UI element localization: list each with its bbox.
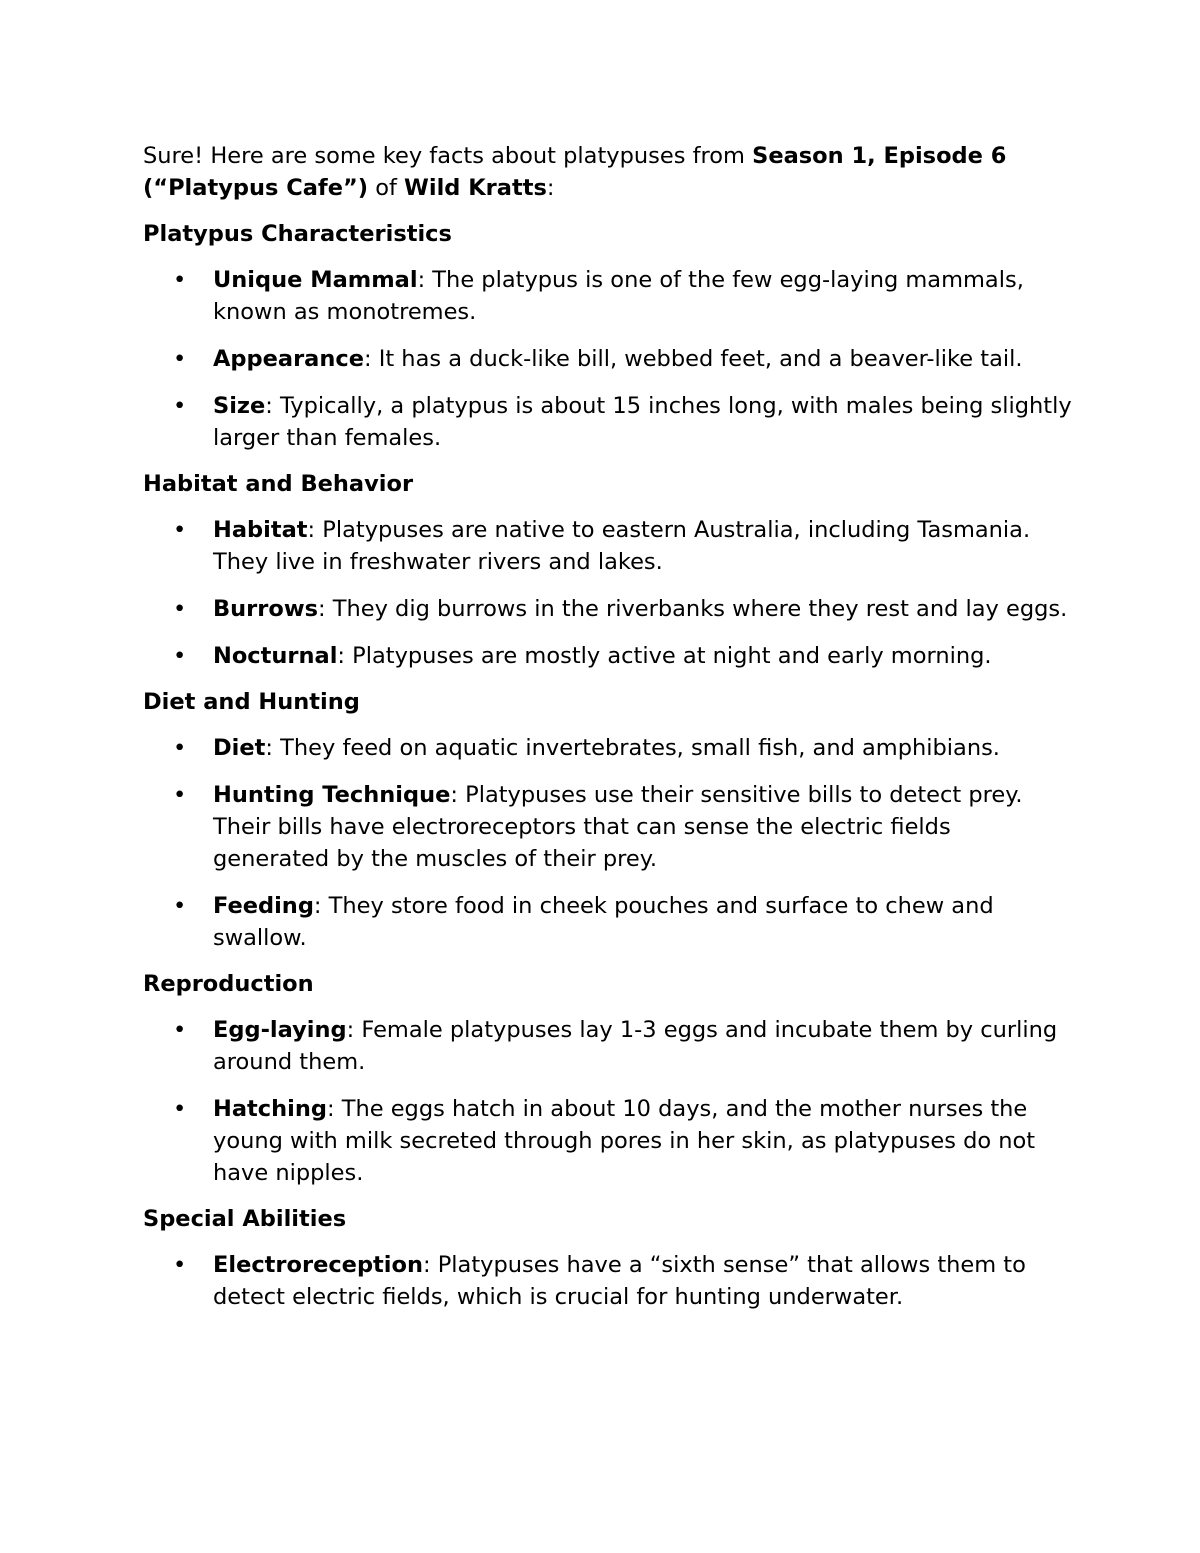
intro-text-1: Sure! Here are some key facts about platypuses from — [143, 143, 753, 169]
fact-text: : Typically, a platypus is about 15 inches long, with males being slightly larger than females. — [213, 393, 1072, 451]
document-page — [143, 140, 1073, 1327]
intro-paragraph — [143, 140, 1073, 204]
bullet-icon: • — [173, 596, 187, 622]
section-special-abilities — [143, 1203, 1073, 1313]
fact-term: Egg-laying — [213, 1017, 347, 1043]
section-heading: Platypus Characteristics — [143, 221, 452, 247]
bullet-icon: • — [173, 393, 187, 419]
show-title: Wild Kratts — [404, 175, 547, 201]
bullet-icon: • — [173, 643, 187, 669]
section-heading: Special Abilities — [143, 1206, 347, 1232]
list-item — [143, 390, 1073, 454]
list-item — [143, 1093, 1073, 1189]
fact-text: : It has a duck-like bill, webbed feet, and a beaver-like tail. — [363, 346, 1023, 372]
intro-text-3: : — [546, 175, 555, 201]
fact-text: : They dig burrows in the riverbanks where they rest and lay eggs. — [318, 596, 1068, 622]
fact-term: Habitat — [213, 517, 308, 543]
fact-term: Unique Mammal — [213, 267, 418, 293]
fact-text: : They store food in cheek pouches and surface to chew and swallow. — [213, 893, 994, 951]
fact-term: Appearance — [213, 346, 364, 372]
section-reproduction — [143, 968, 1073, 1189]
bullet-icon: • — [173, 517, 187, 543]
bullet-icon: • — [173, 346, 187, 372]
list-item — [143, 779, 1073, 875]
fact-term: Nocturnal — [213, 643, 338, 669]
fact-list — [143, 1249, 1073, 1313]
fact-text: : The eggs hatch in about 10 days, and the mother nurses the young with milk secreted through pores in her skin, as platypuses do not have nipples. — [213, 1096, 1036, 1186]
bullet-icon: • — [173, 1096, 187, 1122]
section-diet-and-hunting — [143, 686, 1073, 954]
intro-text-2: of — [368, 175, 405, 201]
fact-list — [143, 732, 1073, 954]
section-habitat-and-behavior — [143, 468, 1073, 672]
fact-term: Size — [213, 393, 266, 419]
fact-term: Hunting Technique — [213, 782, 451, 808]
section-heading: Habitat and Behavior — [143, 471, 414, 497]
episode-title: Season 1, Episode 6 (“Platypus Cafe”) — [143, 143, 1007, 201]
fact-list — [143, 264, 1073, 454]
fact-list — [143, 1014, 1073, 1189]
fact-text: : Platypuses have a “sixth sense” that allows them to detect electric fields, which is crucial for hunting underwater. — [213, 1252, 1026, 1310]
list-item — [143, 732, 1073, 764]
fact-text: : The platypus is one of the few egg-laying mammals, known as monotremes. — [213, 267, 1024, 325]
fact-text: : Platypuses use their sensitive bills to detect prey. Their bills have electroreceptors that can sense the electric fields generated by the muscles of their prey. — [213, 782, 1023, 872]
list-item — [143, 264, 1073, 328]
bullet-icon: • — [173, 735, 187, 761]
list-item — [143, 1014, 1073, 1078]
fact-term: Electroreception — [213, 1252, 423, 1278]
bullet-icon: • — [173, 782, 187, 808]
bullet-icon: • — [173, 893, 187, 919]
fact-text: : They feed on aquatic invertebrates, small fish, and amphibians. — [265, 735, 1000, 761]
bullet-icon: • — [173, 1017, 187, 1043]
fact-term: Burrows — [213, 596, 318, 622]
list-item — [143, 593, 1073, 625]
list-item — [143, 514, 1073, 578]
fact-term: Feeding — [213, 893, 314, 919]
bullet-icon: • — [173, 1252, 187, 1278]
fact-text: : Female platypuses lay 1-3 eggs and incubate them by curling around them. — [213, 1017, 1058, 1075]
list-item — [143, 343, 1073, 375]
bullet-icon: • — [173, 267, 187, 293]
fact-text: : Platypuses are mostly active at night and early morning. — [337, 643, 992, 669]
section-platypus-characteristics — [143, 218, 1073, 454]
list-item — [143, 640, 1073, 672]
fact-term: Diet — [213, 735, 266, 761]
fact-text: : Platypuses are native to eastern Australia, including Tasmania. They live in freshwater rivers and lakes. — [213, 517, 1031, 575]
list-item — [143, 1249, 1073, 1313]
section-heading: Diet and Hunting — [143, 689, 360, 715]
fact-list — [143, 514, 1073, 672]
list-item — [143, 890, 1073, 954]
fact-term: Hatching — [213, 1096, 327, 1122]
section-heading: Reproduction — [143, 971, 314, 997]
